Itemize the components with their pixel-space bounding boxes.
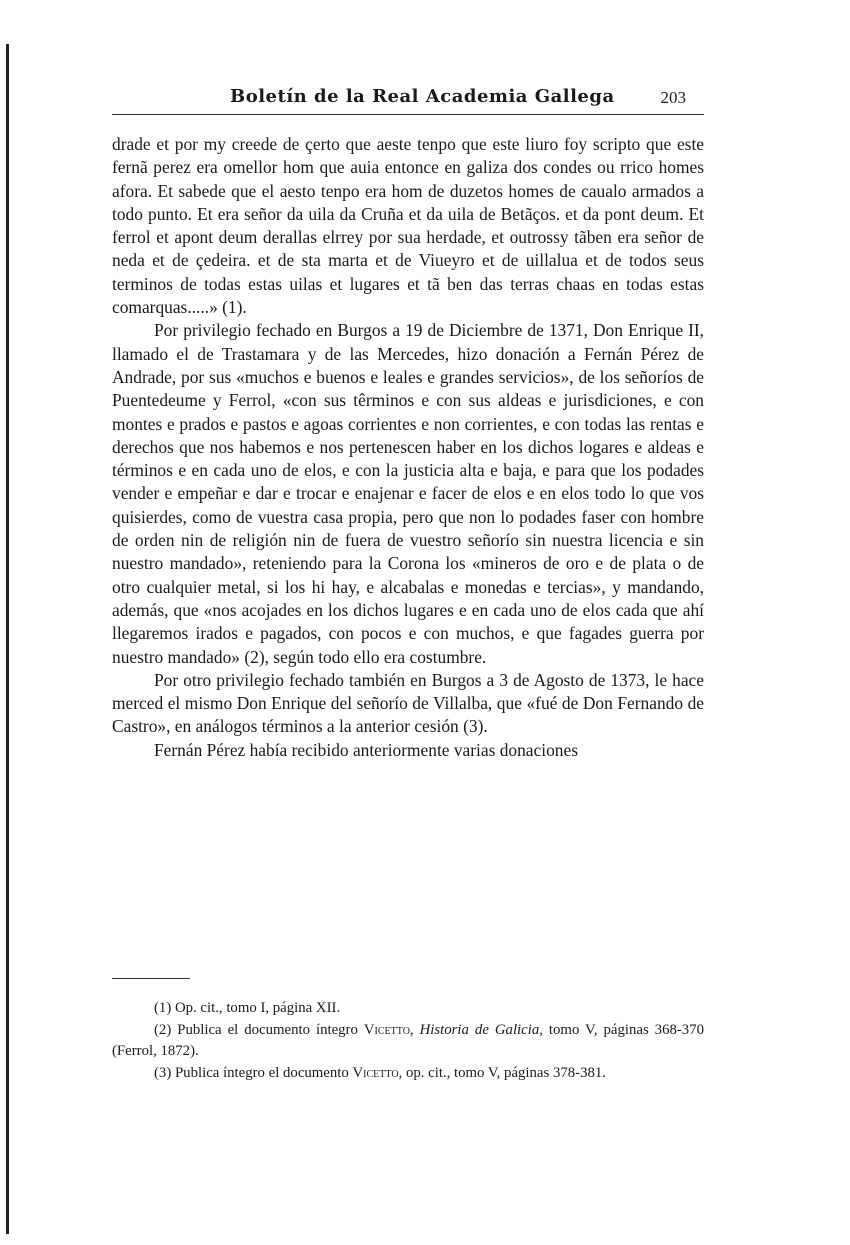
footnotes (112, 998, 704, 1084)
footnote-3-author: Vicetto (352, 1064, 399, 1081)
page-number: 203 (660, 88, 686, 107)
paragraph-privilegio-1371: Por privilegio fechado en Burgos a 19 de Diciembre de 1371, Don Enrique II, llamado el de Trastamara y de las Mercedes, hizo donación a Fernán Pérez de Andrade, por sus «muchos e buenos e leales e grandes servicios», de los señoríos de Puentedeume y Ferrol, «con sus têrminos e con sus aldeas e jurisdiciones, e con montes e prados e pastos e agoas corrientes e non corrientes, e con todas las rentas e derechos que nos habemos e nos pertenescen haber en los dichos logares e aldeas e términos e en cada uno de elos, e con la justicia alta e baja, e para que los podades vender e empeñar e dar e trocar e enajenar e facer de elos e en elos todo lo que vos quisierdes, como de vuestra casa propia, pero que non lo podades faser con hombre de orden nin de religión nin de fuera de vuestro señorío sin nuestra licencia e sin nuestro mandado», reteniendo para la Corona los «mineros de oro e de plata o de otro cualquier metal, si los hi hay, e alcabalas e monedas e tercias», y mandando, además, que «nos acojades en los dichos lugares e en cada uno de elos cada que ahí llegaremos irados e pagados, con pocos e con muchos, e que fagades guerra por nuestro mandado» (2), según todo ello era costumbre. (112, 320, 704, 667)
running-header (112, 84, 704, 115)
paragraph-donaciones: Fernán Pérez había recibido anteriormente varias donaciones (154, 739, 578, 760)
footnote-2 (112, 1020, 704, 1063)
page-edge-rule (6, 44, 9, 1234)
footnote-2-details: , tomo V, páginas 368-370 (Ferrol, 1872). (112, 1021, 704, 1059)
footnote-2-comma: , (409, 1021, 420, 1038)
footnote-3 (112, 1063, 704, 1085)
footnote-2-title: Historia de Galicia (419, 1021, 540, 1038)
footnote-1: (1) Op. cit., tomo I, página XII. (154, 1000, 341, 1016)
footnote-3-text: (3) Publica íntegro el documento (154, 1064, 353, 1081)
paragraph-continuation: drade et por my creede de çerto que aeste tenpo que este liuro foy scripto que este fernã perez era omellor hom que auia entonce en galiza dos condes ou rrico homes afora. Et sabede que el aesto tenpo era hom de duzetos homes de caualo armados a todo punto. Et era señor da uila da Cruña et da uila de Betãços. et da pont deum. Et ferrol et apont deum derallas elrrey por sua herdade, et outrossy tãben era señor de neda et de çedeira. et de sta marta et de Viueyro et de uillalua et de todos seus terminos de todas estas uilas et lugares et tã ben das terras chaas en todas estas comarquas.....» (1). (112, 134, 704, 318)
footnote-divider (112, 978, 190, 979)
footnote-2-text: (2) Publica el documento íntegro (154, 1021, 364, 1038)
journal-title: Boletín de la Real Academia Gallega (230, 86, 615, 107)
main-text (112, 133, 704, 762)
paragraph-privilegio-1373: Por otro privilegio fechado también en Burgos a 3 de Agosto de 1373, le hace merced el mismo Don Enrique del señorío de Villalba, que «fué de Don Fernando de Castro», en análogos términos a la anterior cesión (3). (112, 669, 704, 737)
footnote-2-author: Vicetto (363, 1021, 410, 1038)
footnote-3-details: , op. cit., tomo V, páginas 378-381. (398, 1064, 606, 1081)
